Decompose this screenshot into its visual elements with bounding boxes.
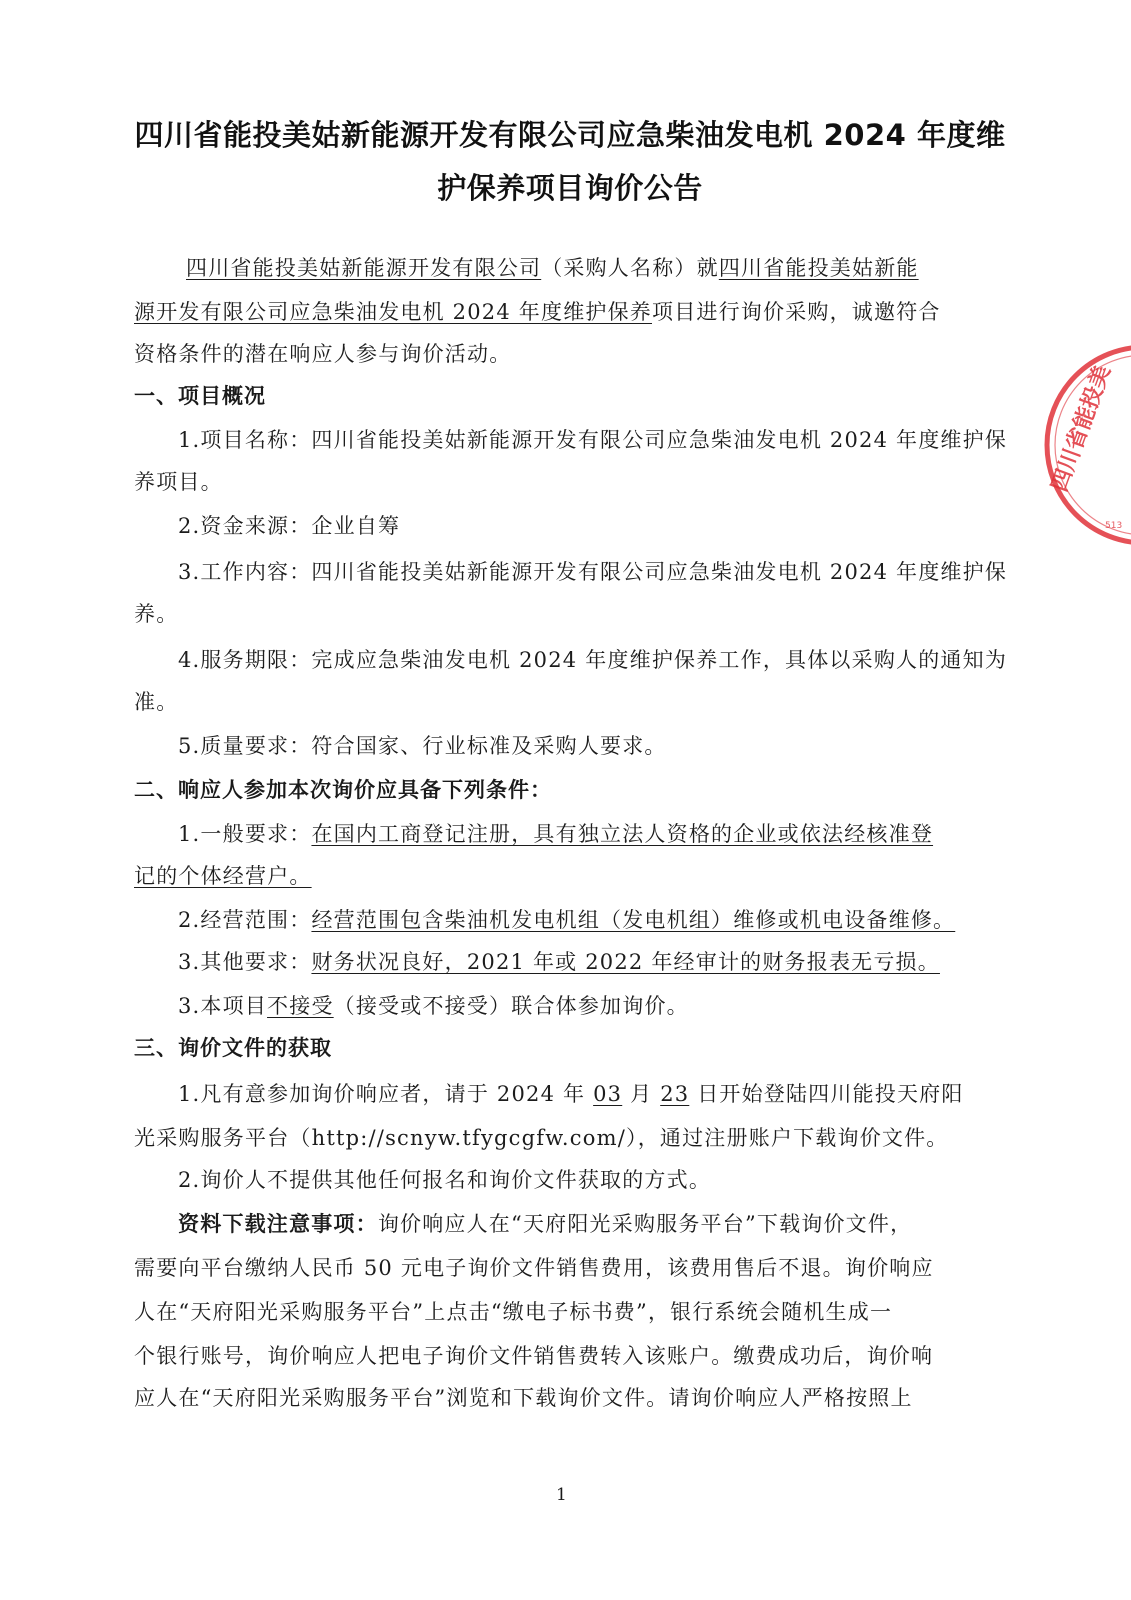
s1-item-3-line-2: 养。 (134, 602, 179, 626)
project-name-part-a: 四川省能投美姑新能 (718, 256, 919, 280)
s3-item-1-line-2: 光采购服务平台（http://scnyw.tfygcgfw.com/），通过注册账户下载询价文件。 (134, 1126, 949, 1150)
page-number: 1 (556, 1485, 567, 1505)
s1-item-3-line-1: 3.工作内容：四川省能投美姑新能源开发有限公司应急柴油发电机 2024 年度维护保 (178, 560, 1008, 584)
download-note-line-3: 人在“天府阳光采购服务平台”上点击“缴电子标书费”，银行系统会随机生成一 (134, 1300, 893, 1324)
section-1-heading: 一、项目概况 (134, 384, 266, 408)
start-month: 03 (593, 1082, 623, 1106)
intro-line-1: 四川省能投美姑新能源开发有限公司（采购人名称）就四川省能投美姑新能 (186, 256, 919, 280)
section-3-heading: 三、询价文件的获取 (134, 1036, 332, 1060)
download-note-line-1: 资料下载注意事项：询价响应人在“天府阳光采购服务平台”下载询价文件， (178, 1211, 913, 1236)
s1-item-5: 5.质量要求：符合国家、行业标准及采购人要求。 (178, 734, 667, 758)
s3-item-2: 2.询价人不提供其他任何报名和询价文件获取的方式。 (178, 1168, 712, 1192)
s1-item-2: 2.资金来源：企业自筹 (178, 514, 401, 538)
intro-line-3: 资格条件的潜在响应人参与询价活动。 (134, 342, 512, 366)
start-day: 23 (660, 1082, 690, 1106)
download-note-line-4: 个银行账号，询价响应人把电子询价文件销售费转入该账户。缴费成功后，询价响 (134, 1344, 934, 1368)
download-note-line-2: 需要向平台缴纳人民币 50 元电子询价文件销售费用，该费用售后不退。询价响应 (134, 1256, 934, 1280)
s1-item-4-line-2: 准。 (134, 690, 179, 714)
s1-item-1-line-1: 1.项目名称：四川省能投美姑新能源开发有限公司应急柴油发电机 2024 年度维护保 (178, 428, 1008, 452)
download-note-line-5: 应人在“天府阳光采购服务平台”浏览和下载询价文件。请询价响应人严格按照上 (134, 1386, 913, 1410)
s2-item-1-line-2: 记的个体经营户。 (134, 864, 312, 888)
s3-item-1-line-1: 1.凡有意参加询价响应者，请于 2024 年 03 月 23 日开始登陆四川能投天府阳 (178, 1082, 964, 1106)
company-seal (1035, 343, 1131, 548)
s2-item-2: 2.经营范围：经营范围包含柴油机发电机组（发电机组）维修或机电设备维修。 (178, 908, 956, 932)
document-title-line-2: 护保养项目询价公告 (437, 171, 703, 205)
project-name-part-b: 源开发有限公司应急柴油发电机 2024 年度维护保养 (134, 300, 652, 324)
s2-item-1-line-1: 1.一般要求：在国内工商登记注册，具有独立法人资格的企业或依法经核准登 (178, 822, 934, 846)
s1-item-1-line-2: 养项目。 (134, 470, 223, 494)
section-2-heading: 二、响应人参加本次询价应具备下列条件： (134, 778, 552, 802)
s2-item-4: 3.本项目不接受（接受或不接受）联合体参加询价。 (178, 994, 689, 1018)
s1-item-4-line-1: 4.服务期限：完成应急柴油发电机 2024 年度维护保养工作，具体以采购人的通知为 (178, 648, 1008, 672)
s2-item-3: 3.其他要求：财务状况良好，2021 年或 2022 年经审计的财务报表无亏损。 (178, 950, 940, 974)
svg-text:513: 513 (1105, 521, 1123, 531)
download-note-label: 资料下载注意事项： (178, 1211, 378, 1236)
buyer-name: 四川省能投美姑新能源开发有限公司 (186, 256, 542, 280)
intro-line-2: 源开发有限公司应急柴油发电机 2024 年度维护保养项目进行询价采购，诚邀符合 (134, 300, 941, 324)
document-title-line-1: 四川省能投美姑新能源开发有限公司应急柴油发电机 2024 年度维 (134, 118, 1006, 152)
svg-text:四川省能投美: 四川省能投美 (1047, 362, 1116, 496)
